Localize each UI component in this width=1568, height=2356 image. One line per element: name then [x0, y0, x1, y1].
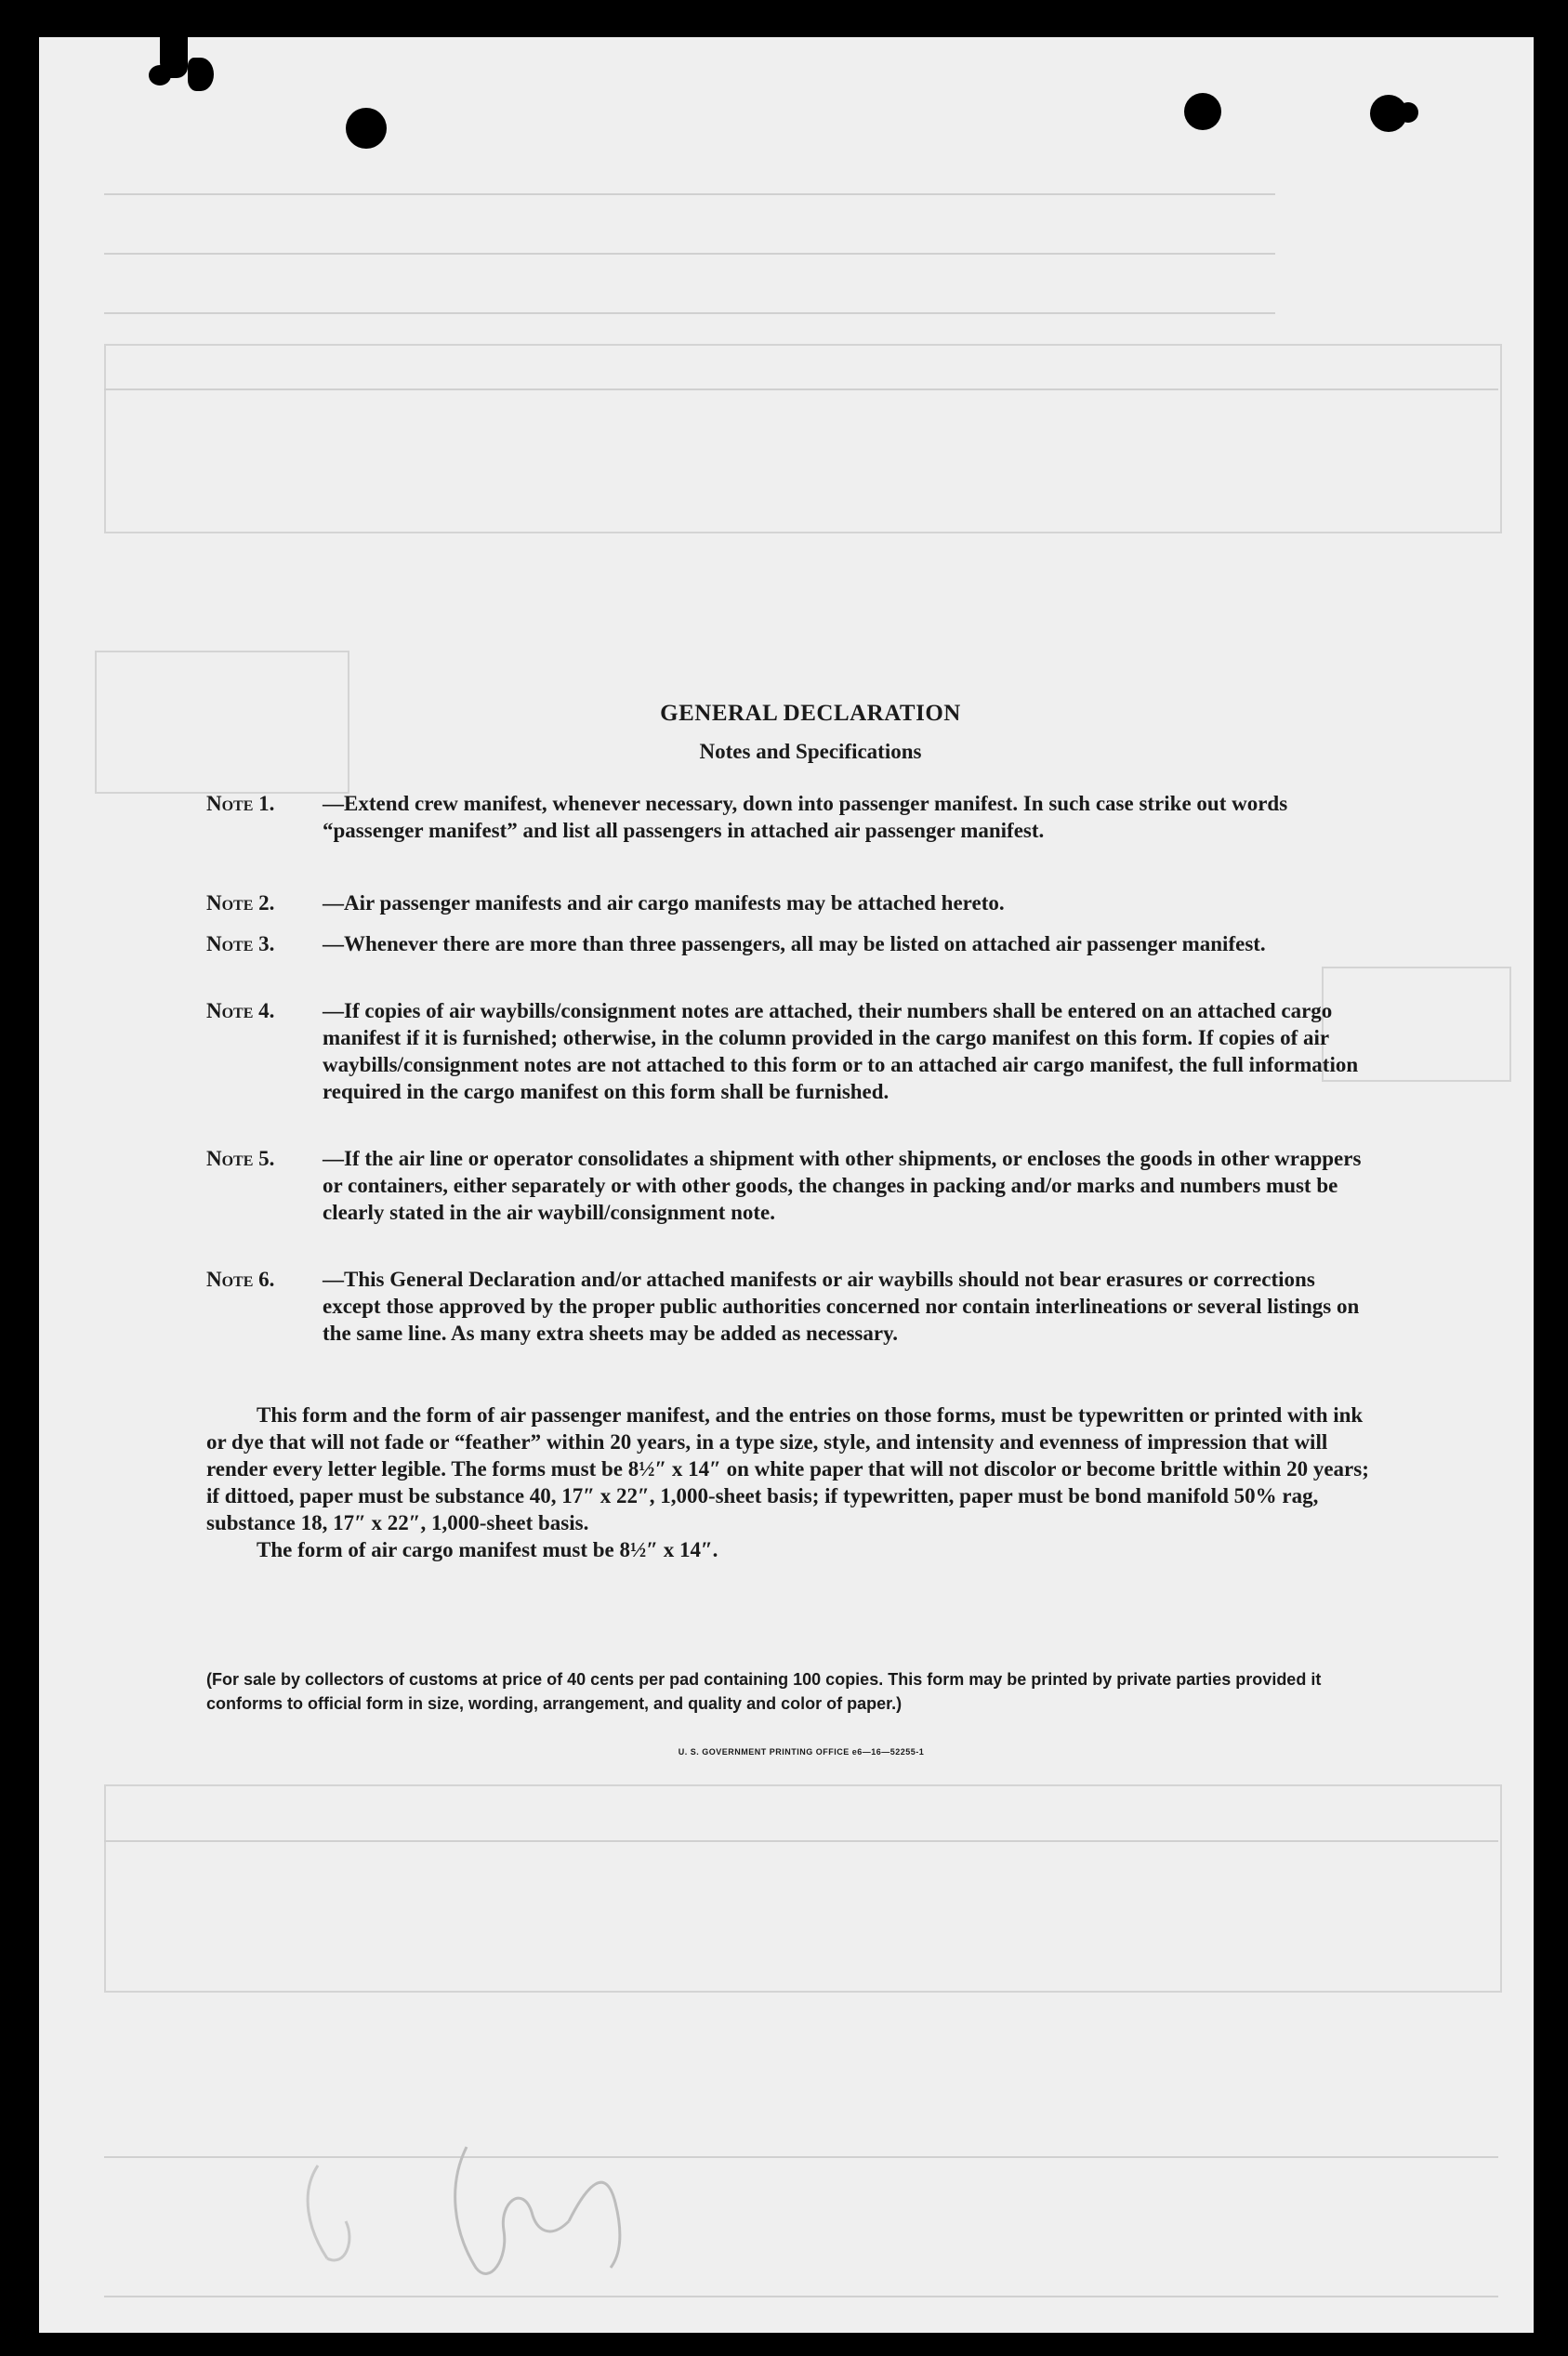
- note-text: —Extend crew manifest, whenever necessary, down into passenger manifest. In such case strike out words “passenger manifest” and list all passengers in attached air passenger manifest.: [323, 792, 1288, 842]
- bleed-through-rule: [104, 253, 1275, 255]
- bleed-through-rule: [104, 1840, 1498, 1842]
- note-2: [206, 889, 1364, 916]
- note-label: Note 3.: [206, 932, 275, 955]
- torn-corner: [149, 65, 171, 86]
- cargo-form-paragraph: The form of air cargo manifest must be 8½″ x 14″.: [257, 1538, 718, 1561]
- note-label: Note 4.: [206, 999, 275, 1022]
- bleed-through-box: [104, 1784, 1502, 1993]
- form-paragraph: This form and the form of air passenger manifest, and the entries on those forms, must be typewritten or printed with ink or dye that will not fade or “feather” within 20 years, in a type size, style, and intensity and evenness of impression that will render every letter legible. The forms must be 8½″ x 14″ on white paper that will not discolor or become brittle within 20 years; if dittoed, paper must be substance 40, 17″ x 22″, 1,000-sheet basis; if typewritten, paper must be bond manifold 50% rag, substance 18, 17″ x 22″, 1,000-sheet basis.: [206, 1403, 1369, 1534]
- bleed-through-rule: [104, 2296, 1498, 2297]
- bleed-through-box: [104, 344, 1502, 533]
- note-text: —This General Declaration and/or attached manifests or air waybills should not bear erasures or corrections except those approved by the proper public authorities concerned nor contain interlineations or several listings on the same line. As many extra sheets may be added as necessary.: [323, 1268, 1360, 1345]
- note-label: Note 2.: [206, 891, 275, 915]
- printing-office-line: U. S. GOVERNMENT PRINTING OFFICE e6—16—52255-1: [678, 1747, 925, 1757]
- note-text: —If copies of air waybills/consignment notes are attached, their numbers shall be entered on an attached cargo manifest if it is furnished; otherwise, in the column provided in the cargo manifest on this form. If copies of air waybills/consignment notes are not attached to this form or to an attached air cargo manifest, the full information required in the cargo manifest on this form shall be furnished.: [323, 999, 1359, 1103]
- page-title: GENERAL DECLARATION: [660, 701, 961, 726]
- bleed-through-rule: [104, 193, 1275, 195]
- bleed-through-rule: [104, 312, 1275, 314]
- note-text: —If the air line or operator consolidates a shipment with other shipments, or encloses the goods in other wrappers or containers, either separately or with other goods, the changes in packing and/or marks and numbers must be clearly stated in the air waybill/consignment note.: [323, 1147, 1362, 1224]
- bleed-through-rule: [104, 388, 1498, 390]
- sale-notice: (For sale by collectors of customs at price of 40 cents per pad containing 100 copies. This form may be printed by private parties provided it conforms to official form in size, wording, arrangement, and quality and color of paper.): [206, 1670, 1322, 1713]
- page-subtitle: Notes and Specifications: [699, 740, 922, 763]
- note-text: —Whenever there are more than three passengers, all may be listed on attached air passenger manifest.: [323, 932, 1266, 955]
- note-3: [206, 930, 1364, 957]
- note-label: Note 6.: [206, 1268, 275, 1291]
- note-label: Note 5.: [206, 1147, 275, 1170]
- note-label: Note 1.: [206, 792, 275, 815]
- torn-corner: [1398, 102, 1418, 123]
- note-6: [206, 1266, 1364, 1347]
- note-4: [206, 997, 1364, 1105]
- torn-corner: [188, 58, 214, 91]
- signature-scrawl: [290, 2128, 736, 2286]
- form-specification-paragraph: [206, 1402, 1373, 1563]
- note-1: [206, 790, 1364, 844]
- punch-hole: [346, 108, 387, 149]
- note-5: [206, 1145, 1364, 1226]
- note-text: —Air passenger manifests and air cargo manifests may be attached hereto.: [323, 891, 1005, 915]
- document-page: [39, 37, 1534, 2333]
- punch-hole: [1184, 93, 1221, 130]
